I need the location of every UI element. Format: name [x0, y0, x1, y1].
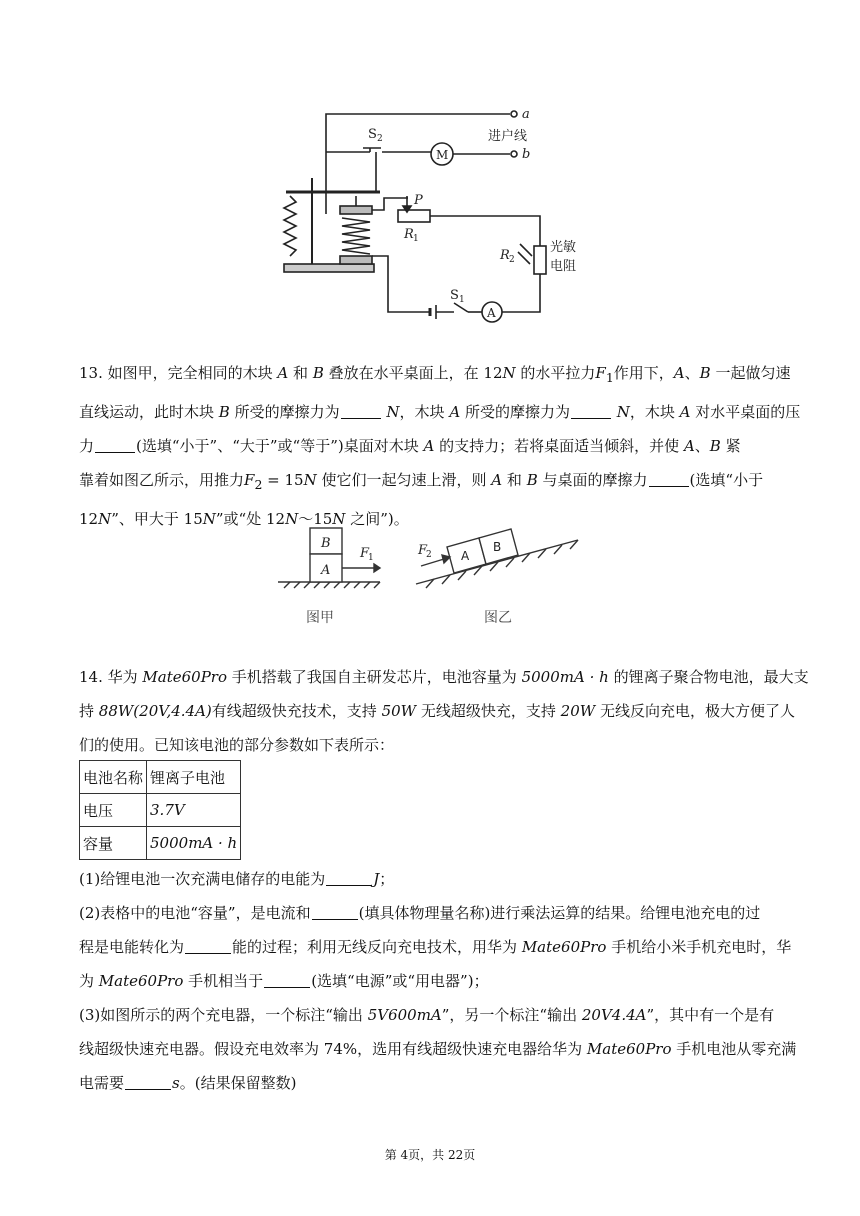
block-a-label: A: [321, 563, 331, 578]
question-14-intro: [79, 660, 809, 762]
table-cell: 锂离子电池: [147, 761, 241, 794]
slider-p-label: P: [414, 193, 423, 208]
q13-line-3: 力 (选填“小于”、“大于”或“等于”)桌面对木块 A 的支持力；若将桌面适当倾斜，并使 A、B 紧: [79, 437, 741, 455]
q14-sub-2-cont2: 为 Mate60Pro 手机相当于 (选填“电源”或“用电器”)；: [79, 972, 489, 990]
table-cell: 5000mA · h: [147, 827, 241, 860]
q14-sub-3-cont2: 电需要 s。(结果保留整数): [79, 1074, 297, 1092]
force-f1-label: F: [360, 546, 370, 561]
resistor-r1-label: R: [404, 227, 414, 242]
photoresistor-label-line1: 光敏: [550, 240, 577, 255]
incline-block-a-label: A: [461, 549, 470, 563]
block-b-label: B: [321, 536, 331, 551]
table-row: [80, 794, 241, 827]
ammeter-label: A: [487, 306, 496, 320]
switch-s2-label: S: [368, 127, 377, 142]
answer-blank[interactable]: [125, 1074, 171, 1090]
answer-blank[interactable]: [326, 870, 372, 886]
service-line-label: 进户线: [488, 129, 528, 144]
q13-line-4: 靠着如图乙所示，用推力$F_2 = 15N$ 使它们一起匀速上滑，则 A 和 B 与桌面的摩擦力 (选填“小于: [79, 471, 764, 492]
terminal-b-label: b: [522, 147, 531, 162]
table-row: [80, 827, 241, 860]
question-14-subquestions: [79, 862, 797, 1100]
page-number-footer: 第 4页，共 22页: [384, 1148, 476, 1162]
force-f2-label: F: [418, 543, 428, 558]
question-13: [79, 356, 801, 536]
switch-s1-label: S: [450, 288, 459, 303]
terminal-a-label: a: [522, 107, 530, 122]
resistor-r2-subscript: 2: [509, 255, 515, 265]
electromagnetic-relay-circuit-figure: [270, 96, 590, 328]
force-f1-subscript: 1: [368, 553, 374, 563]
table-cell: 3.7V: [147, 794, 241, 827]
answer-blank[interactable]: [264, 972, 310, 988]
answer-blank[interactable]: [95, 437, 135, 453]
q13-line-1: 13. 如图甲，完全相同的木块 A 和 B 叠放在水平桌面上，在 12N 的水平拉力$F_1$作用下，A、B 一起做匀速: [79, 364, 791, 385]
blocks-friction-figure: [276, 526, 586, 630]
incline-block-b-label: B: [493, 540, 502, 554]
q14-sub-3-cont: 线超级快速充电器。假设充电效率为 74%，选用有线超级快速充电器给华为 Mate60Pro 手机电池从零充满: [79, 1040, 797, 1058]
resistor-r1-subscript: 1: [413, 234, 419, 244]
answer-blank[interactable]: [649, 471, 689, 487]
answer-blank[interactable]: [185, 938, 231, 954]
q13-line-5: 12N”、甲大于 15N”或“处 12N～15N 之间”)。: [79, 510, 409, 528]
table-row: [80, 761, 241, 794]
q13-line-2: 直线运动，此时木块 B 所受的摩擦力为 N，木块 A 所受的摩擦力为 N，木块 A 对水平桌面的压: [79, 403, 801, 421]
q14-line-2: 持 88W(20V,4.4A)有线超级快充技术，支持 50W 无线超级快充，支持 20W 无线反向充电，极大方便了人: [79, 702, 795, 720]
table-cell: 容量: [80, 827, 147, 860]
photoresistor-label-line2: 电阻: [550, 259, 577, 274]
table-cell: 电压: [80, 794, 147, 827]
battery-parameter-table: [79, 760, 241, 860]
q14-sub-2-cont: 程是电能转化为 能的过程；利用无线反向充电技术，用华为 Mate60Pro 手机给小米手机充电时，华: [79, 938, 792, 956]
q14-sub-3: (3)如图所示的两个充电器，一个标注“输出 5V600mA”，另一个标注“输出 20V4.4A”，其中有一个是有: [79, 1006, 775, 1024]
motor-label: M: [436, 148, 449, 162]
switch-s1-subscript: 1: [459, 295, 465, 305]
q14-sub-2: (2)表格中的电池“容量”，是电流和 (填具体物理量名称)进行乘法运算的结果。给锂电池充电的过: [79, 904, 761, 922]
switch-s2-subscript: 2: [377, 134, 383, 144]
table-cell: 电池名称: [80, 761, 147, 794]
force-f2-subscript: 2: [426, 550, 432, 560]
figure-jia-caption: 图甲: [306, 610, 334, 626]
answer-blank[interactable]: [341, 403, 381, 419]
q14-sub-1: (1)给锂电池一次充满电储存的电能为 J；: [79, 870, 395, 888]
resistor-r2-label: R: [500, 248, 510, 263]
answer-blank[interactable]: [312, 904, 358, 920]
answer-blank[interactable]: [571, 403, 611, 419]
q14-line-1: 14. 华为 Mate60Pro 手机搭载了我国自主研发芯片，电池容量为 5000mA · h 的锂离子聚合物电池，最大支: [79, 668, 809, 686]
figure-yi-caption: 图乙: [484, 610, 512, 626]
q14-line-3: 们的使用。已知该电池的部分参数如下表所示：: [79, 736, 395, 754]
